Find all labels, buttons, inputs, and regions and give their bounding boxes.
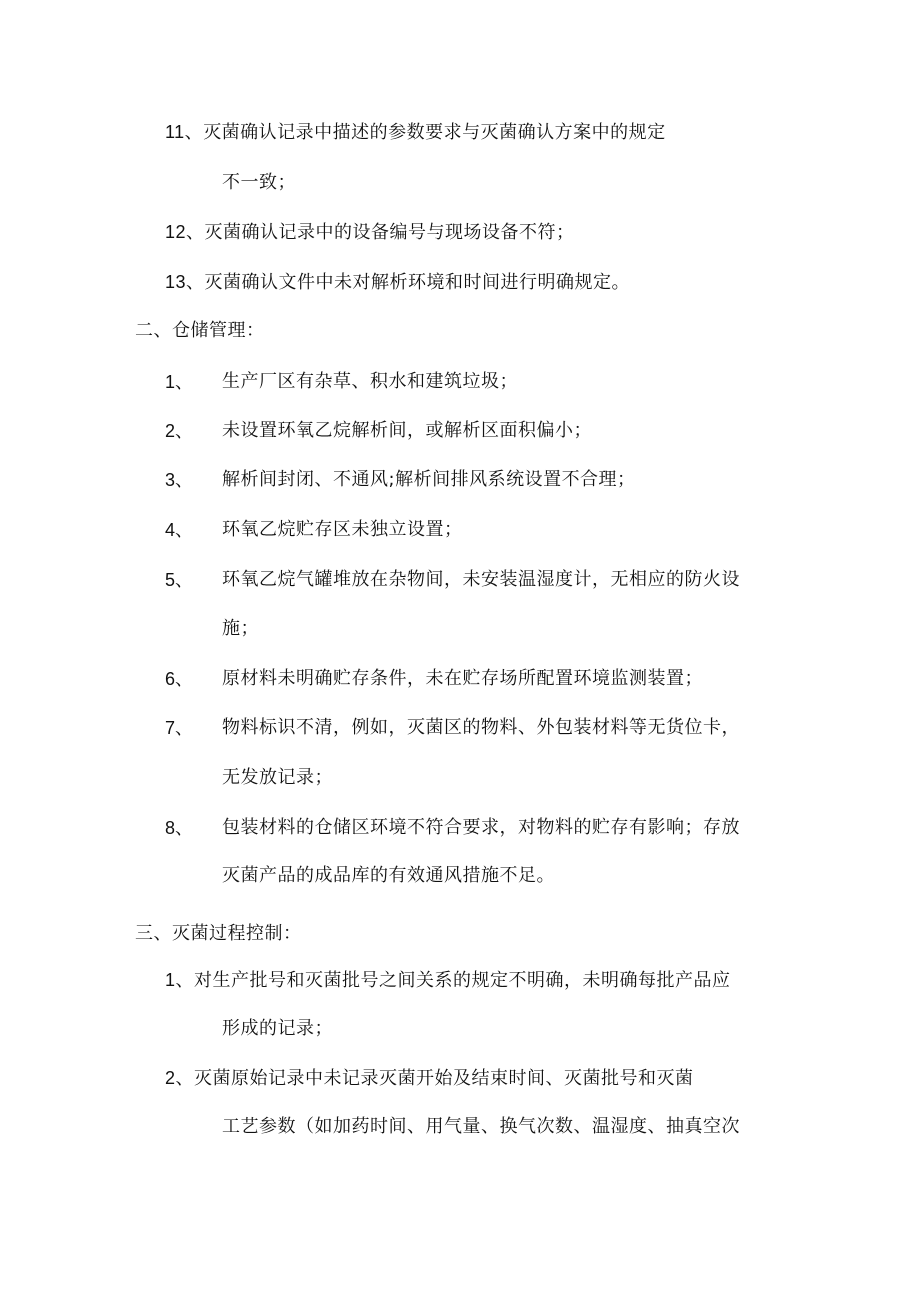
list-item-text: 包装材料的仓储区环境不符合要求，对物料的贮存有影响；存放 bbox=[222, 817, 740, 838]
list-item-text: 解析间封闭、不通风;解析间排风系统设置不合理； bbox=[222, 469, 636, 490]
list-item-text: 生产厂区有杂草、积水和建筑垃圾； bbox=[222, 371, 518, 392]
section-heading-storage: 二、仓储管理： bbox=[135, 320, 265, 341]
list-item-text: 环氧乙烷贮存区未独立设置； bbox=[222, 519, 463, 540]
list-item-continuation: 无发放记录； bbox=[222, 767, 333, 788]
item-text: 灭菌确认记录中描述的参数要求与灭菌确认方案中的规定 bbox=[203, 122, 666, 143]
list-item-11-continuation: 不一致； bbox=[222, 172, 296, 193]
item-number: 8、 bbox=[165, 818, 194, 838]
list-item bbox=[165, 1066, 694, 1091]
list-item-continuation: 灭菌产品的成品库的有效通风措施不足。 bbox=[222, 865, 555, 886]
item-text: 灭菌确认记录中的设备编号与现场设备不符； bbox=[204, 222, 575, 243]
item-text: 灭菌确认文件中未对解析环境和时间进行明确规定。 bbox=[204, 272, 631, 293]
list-item-text: 原材料未明确贮存条件，未在贮存场所配置环境监测装置； bbox=[222, 668, 703, 689]
list-item-11 bbox=[165, 120, 666, 145]
item-number: 1、 bbox=[165, 372, 194, 392]
item-number: 11、 bbox=[165, 122, 204, 142]
list-item bbox=[165, 968, 731, 993]
item-number: 3、 bbox=[165, 470, 194, 490]
item-number: 2、 bbox=[165, 1068, 195, 1088]
list-item-text: 环氧乙烷气罐堆放在杂物间，未安装温湿度计，无相应的防火设 bbox=[222, 569, 740, 590]
list-item-text: 物料标识不清，例如，灭菌区的物料、外包装材料等无货位卡， bbox=[222, 717, 740, 738]
item-number: 12、 bbox=[165, 222, 205, 242]
list-item-continuation: 工艺参数（如加药时间、用气量、换气次数、温湿度、抽真空次 bbox=[222, 1116, 740, 1137]
item-number: 7、 bbox=[165, 718, 194, 738]
list-item-continuation: 形成的记录； bbox=[222, 1018, 333, 1039]
item-number: 6、 bbox=[165, 669, 194, 689]
item-number: 13、 bbox=[165, 272, 205, 292]
list-item-13 bbox=[165, 270, 630, 295]
section-heading-sterilization-control: 三、灭菌过程控制： bbox=[135, 923, 302, 944]
item-text: 对生产批号和灭菌批号之间关系的规定不明确，未明确每批产品应 bbox=[194, 970, 731, 991]
list-item-12 bbox=[165, 220, 575, 245]
list-item-text: 未设置环氧乙烷解析间，或解析区面积偏小； bbox=[222, 420, 592, 441]
item-number: 1、 bbox=[165, 970, 195, 990]
item-text: 灭菌原始记录中未记录灭菌开始及结束时间、灭菌批号和灭菌 bbox=[194, 1068, 694, 1089]
item-number: 4、 bbox=[165, 520, 194, 540]
list-item-continuation: 施； bbox=[222, 618, 259, 639]
item-number: 2、 bbox=[165, 421, 194, 441]
item-number: 5、 bbox=[165, 570, 194, 590]
